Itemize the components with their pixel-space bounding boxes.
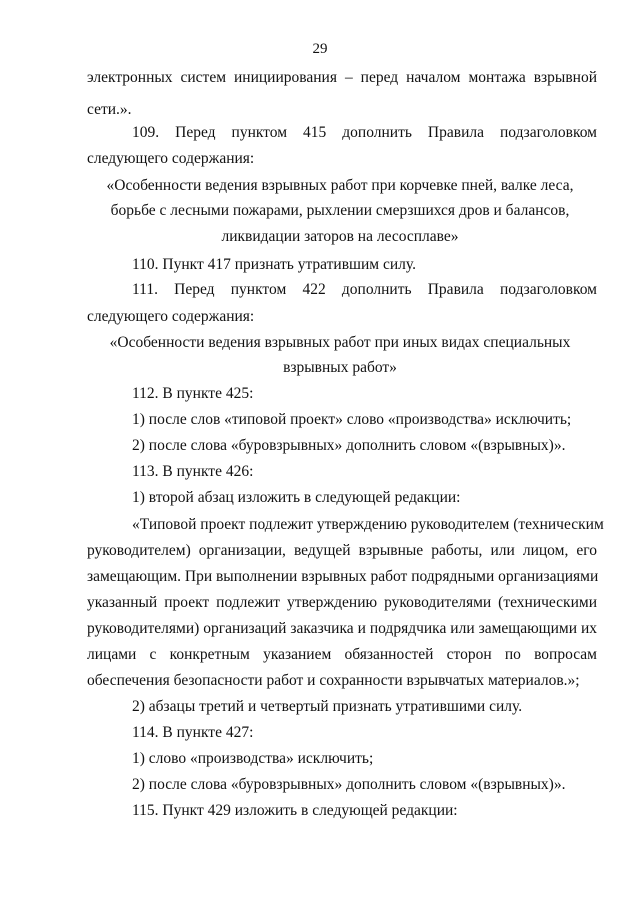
- item-110: 110. Пункт 417 признать утратившим силу.: [132, 256, 416, 273]
- item-113: 113. В пункте 426:: [132, 463, 254, 480]
- item-109: 109. Перед пунктом 415 дополнить Правила подзаголовком: [132, 124, 597, 141]
- text-line: сети.».: [87, 101, 132, 118]
- item-111: 111. Перед пунктом 422 дополнить Правила подзаголовком: [132, 281, 597, 298]
- quote-line: руководителем) организации, ведущей взрывные работы, или лицом, его: [87, 542, 597, 559]
- item-112: 112. В пункте 425:: [132, 385, 254, 402]
- text-line: 1) слово «производства» исключить;: [132, 750, 374, 767]
- text-line: следующего содержания:: [87, 308, 255, 325]
- item-114: 114. В пункте 427:: [132, 724, 254, 741]
- quote-line: лицами с конкретным указанием обязанностей сторон по вопросам: [87, 646, 597, 663]
- subheading-line: взрывных работ»: [283, 359, 397, 376]
- subheading-line: «Особенности ведения взрывных работ при иных видах специальных: [109, 334, 571, 351]
- text-line: 2) после слова «буровзрывных» дополнить словом «(взрывных)».: [132, 437, 566, 454]
- quote-line: обеспечения безопасности работ и сохранности взрывчатых материалов.»;: [87, 672, 580, 689]
- text-line: 1) второй абзац изложить в следующей редакции:: [132, 489, 461, 506]
- quote-line: указанный проект подлежит утверждению руководителями (техническими: [87, 594, 597, 611]
- quote-line: «Типовой проект подлежит утверждению руководителем (техническим: [132, 516, 604, 533]
- quote-line: руководителями) организаций заказчика и подрядчика или замещающими их: [87, 620, 597, 637]
- text-line: электронных систем инициирования – перед началом монтажа взрывной: [87, 69, 597, 86]
- text-line: 2) после слова «буровзрывных» дополнить словом «(взрывных)».: [132, 776, 566, 793]
- item-115: 115. Пункт 429 изложить в следующей редакции:: [132, 802, 458, 819]
- subheading-line: «Особенности ведения взрывных работ при корчевке пней, валке леса,: [106, 177, 574, 194]
- subheading-line: борьбе с лесными пожарами, рыхлении смерзшихся дров и балансов,: [110, 202, 570, 219]
- text-line: следующего содержания:: [87, 150, 255, 167]
- quote-line: замещающим. При выполнении взрывных работ подрядными организациями: [87, 568, 599, 585]
- subheading-line: ликвидации заторов на лесосплаве»: [221, 228, 459, 245]
- page-number: 29: [312, 41, 328, 57]
- text-line: 1) после слов «типовой проект» слово «производства» исключить;: [132, 411, 572, 428]
- text-line: 2) абзацы третий и четвертый признать утратившими силу.: [132, 698, 523, 715]
